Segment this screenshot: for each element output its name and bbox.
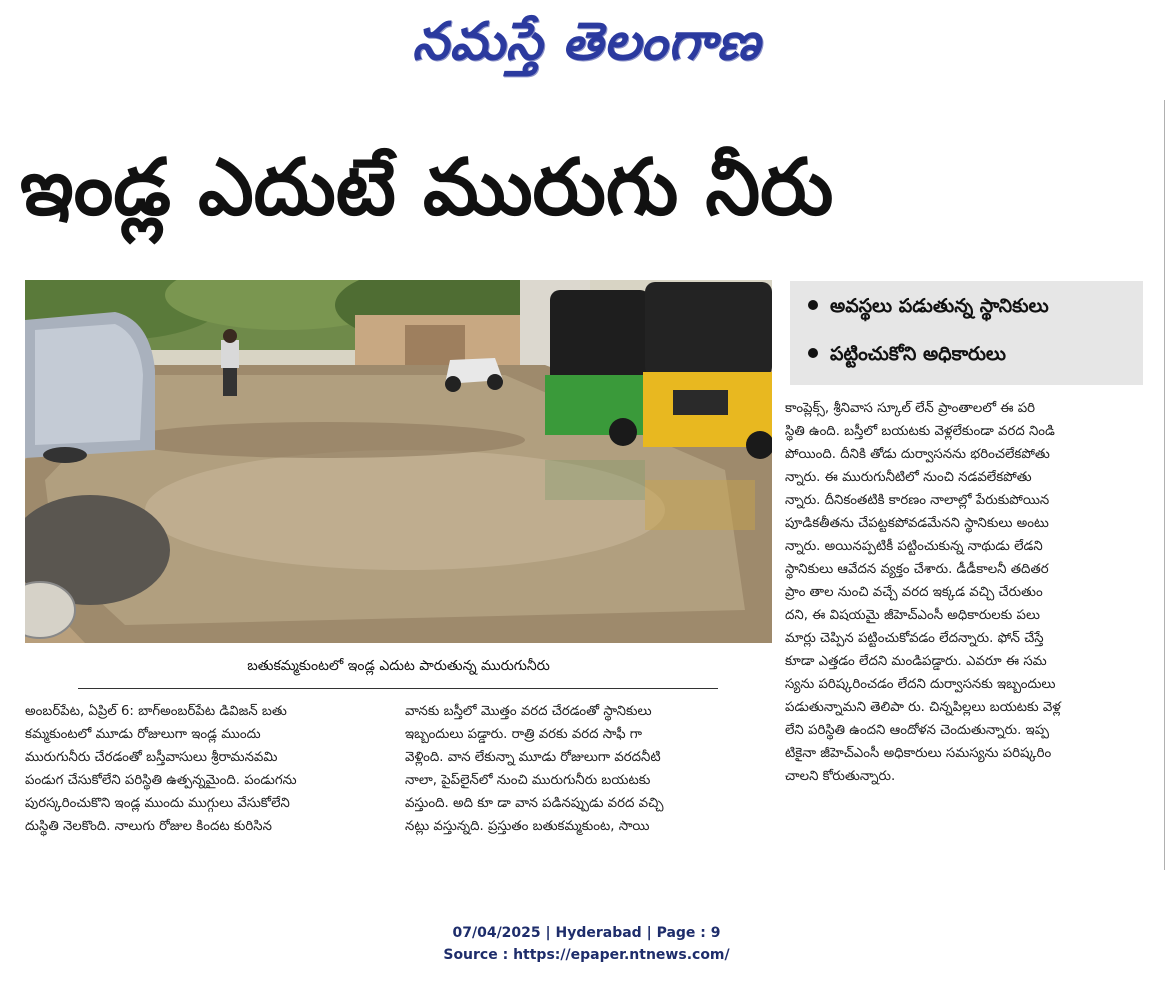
body-line: కూడా ఎత్తడం లేదని మండిపడ్డారు. ఎవరూ ఈ సమ	[785, 654, 1047, 669]
body-line: టికైనా జీహెచ్‌ఎంసీ అధికారులు సమస్యను పరిష్కరిం	[785, 746, 1052, 761]
body-line: పోయింది. దీనికి తోడు దుర్వాసనను భరించలేకపోతు	[785, 447, 1050, 462]
caption-divider	[78, 688, 718, 689]
footer-dateline: 07/04/2025 | Hyderabad | Page : 9	[452, 925, 721, 941]
page-footer	[0, 922, 1173, 966]
article-column-right	[785, 397, 1143, 788]
body-line: మురుగునీరు చేరడంతో బస్తీవాసులు శ్రీరామనవమి	[25, 750, 278, 765]
subhead-text: పట్టించుకోని అధికారులు	[830, 343, 1006, 365]
body-line: అంబర్‌పేట, ఏప్రిల్ 6: బాగ్‌అంబర్‌పేట డివిజన్ బతు	[25, 704, 287, 719]
body-line: వానకు బస్తీలో మొత్తం వరద చేరడంతో స్థానికులు	[405, 704, 652, 719]
body-line: స్థితి ఉంది. బస్తీలో బయటకు వెళ్లలేకుండా వరద నిండి	[785, 424, 1055, 439]
body-line: నట్లు వస్తున్నది. ప్రస్తుతం బతుకమ్మకుంట, సాయి	[405, 819, 650, 834]
article-column-left	[25, 700, 385, 838]
body-line: చాలని కోరుతున్నారు.	[785, 769, 896, 784]
column-divider	[1164, 100, 1165, 870]
body-line: కాంప్లెక్స్, శ్రీనివాస స్కూల్ లేన్ ప్రాంతాలలో ఈ పరి	[785, 401, 1036, 416]
body-line: పురస్కరించుకొని ఇండ్ల ముందు ముగ్గులు వేసుకోలేని	[25, 796, 290, 811]
body-line: వెళ్లింది. వాన లేకున్నా మూడు రోజులుగా వరదనీటి	[405, 750, 661, 765]
article-column-middle	[405, 700, 767, 838]
body-line: పూడికతీతను చేపట్టకపోవడమేనని స్థానికులు అంటు	[785, 516, 1049, 531]
subhead-item	[808, 291, 1138, 321]
body-line: దుస్థితి నెలకొంది. నాలుగు రోజుల కిందట కురిసిన	[25, 819, 272, 834]
bullet-icon	[808, 348, 818, 358]
subhead-box	[790, 281, 1143, 385]
body-line: నాలా, పైప్‌లైన్‌లో నుంచి మురుగునీరు బయటకు	[405, 773, 651, 788]
masthead-logo: నమస్తే తెలంగాణ	[412, 12, 761, 72]
body-line: న్నారు. ఈ మురుగునీటిలో నుంచి నడవలేకపోతు	[785, 470, 1032, 485]
article-headline: ఇండ్ల ఎదుటే మురుగు నీరు	[20, 143, 834, 233]
body-line: ప్రాం తాల నుంచి వచ్చే వరద ఇక్కడ వచ్చి చేరుతుం	[785, 585, 1043, 600]
body-line: స్యను పరిష్కరించడం లేదని దుర్వాసనకు ఇబ్బందులు	[785, 677, 1056, 692]
article-photo	[25, 280, 772, 643]
body-line: పండుగ చేసుకోలేని పరిస్థితి ఉత్పన్నమైంది. పండుగను	[25, 773, 297, 788]
subhead-item	[808, 339, 1138, 369]
body-line: లేని పరిస్థితి ఉందని ఆందోళన చెందుతున్నారు. ఇప్ప	[785, 723, 1049, 738]
footer-source-link[interactable]: Source : https://epaper.ntnews.com/	[443, 947, 730, 963]
body-line: వస్తుంది. అది కూ డా వాన పడినప్పుడు వరద వచ్చి	[405, 796, 664, 811]
photo-caption: బతుకమ్మకుంటలో ఇండ్ల ఎదుట పారుతున్న మురుగునీరు	[247, 658, 550, 674]
body-line: స్థానికులు ఆవేదన వ్యక్తం చేశారు. డీడీకాలనీ తదితర	[785, 562, 1049, 577]
body-line: కమ్మకుంటలో మూడు రోజులుగా ఇండ్ల ముందు	[25, 727, 261, 742]
subhead-text: అవస్థలు పడుతున్న స్థానికులు	[830, 295, 1049, 317]
body-line: న్నారు. అయినప్పటికీ పట్టించుకున్న నాథుడు లేడని	[785, 539, 1043, 554]
bullet-icon	[808, 300, 818, 310]
body-line: దని, ఈ విషయమై జీహెచ్‌ఎంసీ అధికారులకు పలు	[785, 608, 1040, 623]
body-line: పడుతున్నామని తెలిపా రు. చిన్నపిల్లలు బయటకు వెళ్ల	[785, 700, 1061, 715]
body-line: న్నారు. దీనికంతటికి కారణం నాలాల్లో పేరుకుపోయిన	[785, 493, 1050, 508]
body-line: మార్లు చెప్పిన పట్టించుకోవడం లేదన్నారు. ఫోన్ చేస్తే	[785, 631, 1044, 646]
body-line: ఇబ్బందులు పడ్డారు. రాత్రి వరకు వరద సాఫీ గా	[405, 727, 642, 742]
